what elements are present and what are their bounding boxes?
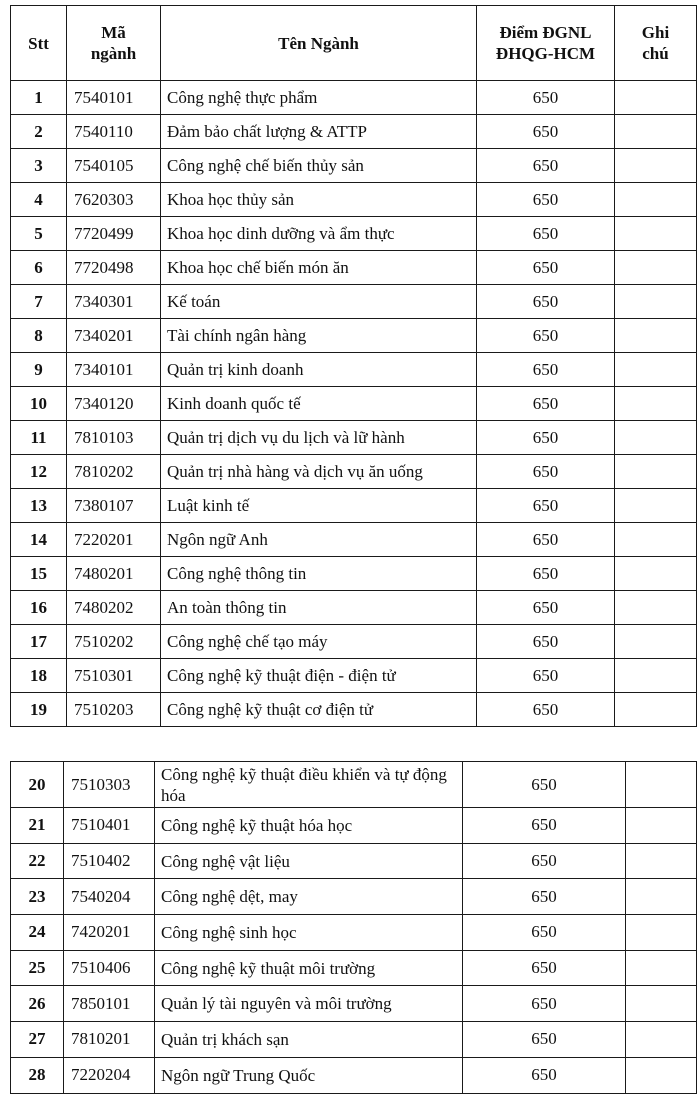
table-row — [11, 115, 697, 149]
cell-note — [626, 1022, 697, 1058]
cell-name: Quản trị khách sạn — [155, 1022, 463, 1058]
cell-note — [615, 115, 697, 149]
cell-name: Ngôn ngữ Anh — [161, 523, 477, 557]
cell-note — [615, 693, 697, 727]
cell-stt: 18 — [11, 659, 67, 693]
majors-table-part-2 — [10, 761, 697, 1094]
cell-name: Khoa học dinh dưỡng và ẩm thực — [161, 217, 477, 251]
header-code-line2: ngành — [90, 44, 137, 63]
cell-code: 7810202 — [67, 455, 161, 489]
table-row — [11, 762, 697, 808]
cell-code: 7510401 — [64, 808, 155, 844]
table-row — [11, 217, 697, 251]
cell-code: 7380107 — [67, 489, 161, 523]
cell-name: Kế toán — [161, 285, 477, 319]
cell-name: Quản trị kinh doanh — [161, 353, 477, 387]
cell-note — [626, 879, 697, 915]
header-code-line1: Mã — [101, 23, 126, 42]
cell-stt: 20 — [11, 762, 64, 808]
cell-score: 650 — [477, 421, 615, 455]
table-header-row — [11, 6, 697, 81]
cell-score: 650 — [463, 950, 626, 986]
cell-stt: 17 — [11, 625, 67, 659]
table-row — [11, 950, 697, 986]
table-row — [11, 149, 697, 183]
cell-code: 7340101 — [67, 353, 161, 387]
table-row — [11, 625, 697, 659]
cell-code: 7810201 — [64, 1022, 155, 1058]
table-row — [11, 489, 697, 523]
cell-note — [626, 762, 697, 808]
cell-score: 650 — [477, 625, 615, 659]
majors-table-part-1 — [10, 5, 697, 727]
cell-note — [615, 625, 697, 659]
cell-stt: 16 — [11, 591, 67, 625]
cell-name: Công nghệ kỹ thuật điện - điện tử — [161, 659, 477, 693]
cell-score: 650 — [477, 557, 615, 591]
table-row — [11, 183, 697, 217]
cell-name: Kinh doanh quốc tế — [161, 387, 477, 421]
cell-stt: 21 — [11, 808, 64, 844]
cell-score: 650 — [463, 808, 626, 844]
table-row — [11, 319, 697, 353]
cell-code: 7620303 — [67, 183, 161, 217]
cell-stt: 9 — [11, 353, 67, 387]
cell-code: 7340201 — [67, 319, 161, 353]
cell-note — [615, 149, 697, 183]
cell-stt: 26 — [11, 986, 64, 1022]
cell-name: Công nghệ thông tin — [161, 557, 477, 591]
cell-name: Đảm bảo chất lượng & ATTP — [161, 115, 477, 149]
table-row — [11, 353, 697, 387]
header-note — [615, 6, 697, 81]
cell-note — [626, 808, 697, 844]
cell-score: 650 — [477, 217, 615, 251]
cell-code: 7480202 — [67, 591, 161, 625]
cell-name: Công nghệ kỹ thuật điều khiển và tự động hóa — [155, 762, 463, 808]
cell-score: 650 — [477, 591, 615, 625]
cell-code: 7220204 — [64, 1057, 155, 1093]
cell-score: 650 — [477, 489, 615, 523]
cell-note — [615, 659, 697, 693]
cell-stt: 3 — [11, 149, 67, 183]
cell-note — [615, 319, 697, 353]
cell-name: Công nghệ sinh học — [155, 915, 463, 951]
cell-note — [615, 353, 697, 387]
cell-name: Công nghệ chế biến thủy sản — [161, 149, 477, 183]
cell-score: 650 — [463, 879, 626, 915]
cell-score: 650 — [477, 115, 615, 149]
table-body-part-2 — [11, 762, 697, 1094]
header-stt: Stt — [11, 6, 67, 81]
cell-score: 650 — [477, 285, 615, 319]
cell-code: 7540204 — [64, 879, 155, 915]
cell-name: Khoa học chế biến món ăn — [161, 251, 477, 285]
cell-name: Công nghệ dệt, may — [155, 879, 463, 915]
cell-code: 7540105 — [67, 149, 161, 183]
cell-stt: 13 — [11, 489, 67, 523]
cell-stt: 15 — [11, 557, 67, 591]
cell-code: 7340301 — [67, 285, 161, 319]
cell-stt: 8 — [11, 319, 67, 353]
cell-stt: 28 — [11, 1057, 64, 1093]
table-row — [11, 285, 697, 319]
cell-score: 650 — [477, 251, 615, 285]
cell-score: 650 — [477, 387, 615, 421]
cell-score: 650 — [463, 1022, 626, 1058]
cell-name: Quản lý tài nguyên và môi trường — [155, 986, 463, 1022]
cell-note — [615, 489, 697, 523]
cell-note — [626, 915, 697, 951]
cell-stt: 4 — [11, 183, 67, 217]
header-name: Tên Ngành — [161, 6, 477, 81]
cell-stt: 6 — [11, 251, 67, 285]
cell-score: 650 — [477, 455, 615, 489]
cell-name: Quản trị dịch vụ du lịch và lữ hành — [161, 421, 477, 455]
cell-code: 7510303 — [64, 762, 155, 808]
cell-name: Công nghệ kỹ thuật môi trường — [155, 950, 463, 986]
cell-code: 7850101 — [64, 986, 155, 1022]
table-row — [11, 251, 697, 285]
cell-note — [615, 455, 697, 489]
header-note-line1: Ghi — [641, 23, 670, 42]
cell-code: 7510406 — [64, 950, 155, 986]
table-row — [11, 808, 697, 844]
cell-note — [615, 557, 697, 591]
cell-code: 7220201 — [67, 523, 161, 557]
table-row — [11, 387, 697, 421]
cell-score: 650 — [463, 843, 626, 879]
cell-score: 650 — [477, 353, 615, 387]
cell-stt: 2 — [11, 115, 67, 149]
cell-score: 650 — [477, 319, 615, 353]
table-row — [11, 523, 697, 557]
table-row — [11, 557, 697, 591]
table-row — [11, 843, 697, 879]
cell-score: 650 — [463, 762, 626, 808]
header-score-line2: ĐHQG-HCM — [495, 44, 596, 63]
cell-score: 650 — [477, 659, 615, 693]
cell-stt: 5 — [11, 217, 67, 251]
cell-note — [626, 843, 697, 879]
cell-stt: 19 — [11, 693, 67, 727]
cell-name: Công nghệ vật liệu — [155, 843, 463, 879]
cell-stt: 12 — [11, 455, 67, 489]
header-note-line2: chú — [642, 44, 669, 63]
cell-stt: 11 — [11, 421, 67, 455]
cell-note — [615, 251, 697, 285]
cell-score: 650 — [463, 986, 626, 1022]
table-row — [11, 1022, 697, 1058]
table-row — [11, 915, 697, 951]
cell-score: 650 — [477, 81, 615, 115]
cell-note — [615, 387, 697, 421]
cell-code: 7510203 — [67, 693, 161, 727]
table-row — [11, 693, 697, 727]
cell-name: Quản trị nhà hàng và dịch vụ ăn uống — [161, 455, 477, 489]
cell-code: 7720499 — [67, 217, 161, 251]
cell-score: 650 — [477, 183, 615, 217]
cell-stt: 14 — [11, 523, 67, 557]
cell-name: Công nghệ kỹ thuật hóa học — [155, 808, 463, 844]
table-row — [11, 591, 697, 625]
cell-note — [626, 950, 697, 986]
cell-stt: 23 — [11, 879, 64, 915]
cell-code: 7510301 — [67, 659, 161, 693]
cell-name: Công nghệ thực phẩm — [161, 81, 477, 115]
cell-code: 7540110 — [67, 115, 161, 149]
cell-note — [615, 285, 697, 319]
cell-stt: 27 — [11, 1022, 64, 1058]
cell-name: An toàn thông tin — [161, 591, 477, 625]
cell-stt: 24 — [11, 915, 64, 951]
cell-score: 650 — [463, 1057, 626, 1093]
table-row — [11, 455, 697, 489]
cell-stt: 25 — [11, 950, 64, 986]
header-score — [477, 6, 615, 81]
table-row — [11, 659, 697, 693]
cell-score: 650 — [463, 915, 626, 951]
table-body-part-1 — [11, 81, 697, 727]
cell-name: Ngôn ngữ Trung Quốc — [155, 1057, 463, 1093]
cell-stt: 1 — [11, 81, 67, 115]
cell-code: 7510402 — [64, 843, 155, 879]
cell-note — [615, 81, 697, 115]
header-code — [67, 6, 161, 81]
cell-name: Luật kinh tế — [161, 489, 477, 523]
table-row — [11, 879, 697, 915]
cell-note — [615, 217, 697, 251]
cell-note — [615, 183, 697, 217]
cell-code: 7540101 — [67, 81, 161, 115]
table-row — [11, 81, 697, 115]
cell-score: 650 — [477, 149, 615, 183]
cell-note — [615, 421, 697, 455]
cell-name: Tài chính ngân hàng — [161, 319, 477, 353]
cell-code: 7810103 — [67, 421, 161, 455]
cell-stt: 7 — [11, 285, 67, 319]
cell-code: 7720498 — [67, 251, 161, 285]
cell-stt: 22 — [11, 843, 64, 879]
cell-note — [615, 523, 697, 557]
cell-stt: 10 — [11, 387, 67, 421]
table-row — [11, 421, 697, 455]
cell-code: 7480201 — [67, 557, 161, 591]
cell-code: 7340120 — [67, 387, 161, 421]
cell-name: Công nghệ kỹ thuật cơ điện tử — [161, 693, 477, 727]
header-score-line1: Điểm ĐGNL — [499, 23, 592, 42]
cell-note — [626, 986, 697, 1022]
table-row — [11, 986, 697, 1022]
cell-name: Khoa học thủy sản — [161, 183, 477, 217]
cell-name: Công nghệ chế tạo máy — [161, 625, 477, 659]
cell-note — [615, 591, 697, 625]
table-row — [11, 1057, 697, 1093]
cell-note — [626, 1057, 697, 1093]
cell-code: 7510202 — [67, 625, 161, 659]
cell-score: 650 — [477, 693, 615, 727]
cell-code: 7420201 — [64, 915, 155, 951]
cell-score: 650 — [477, 523, 615, 557]
